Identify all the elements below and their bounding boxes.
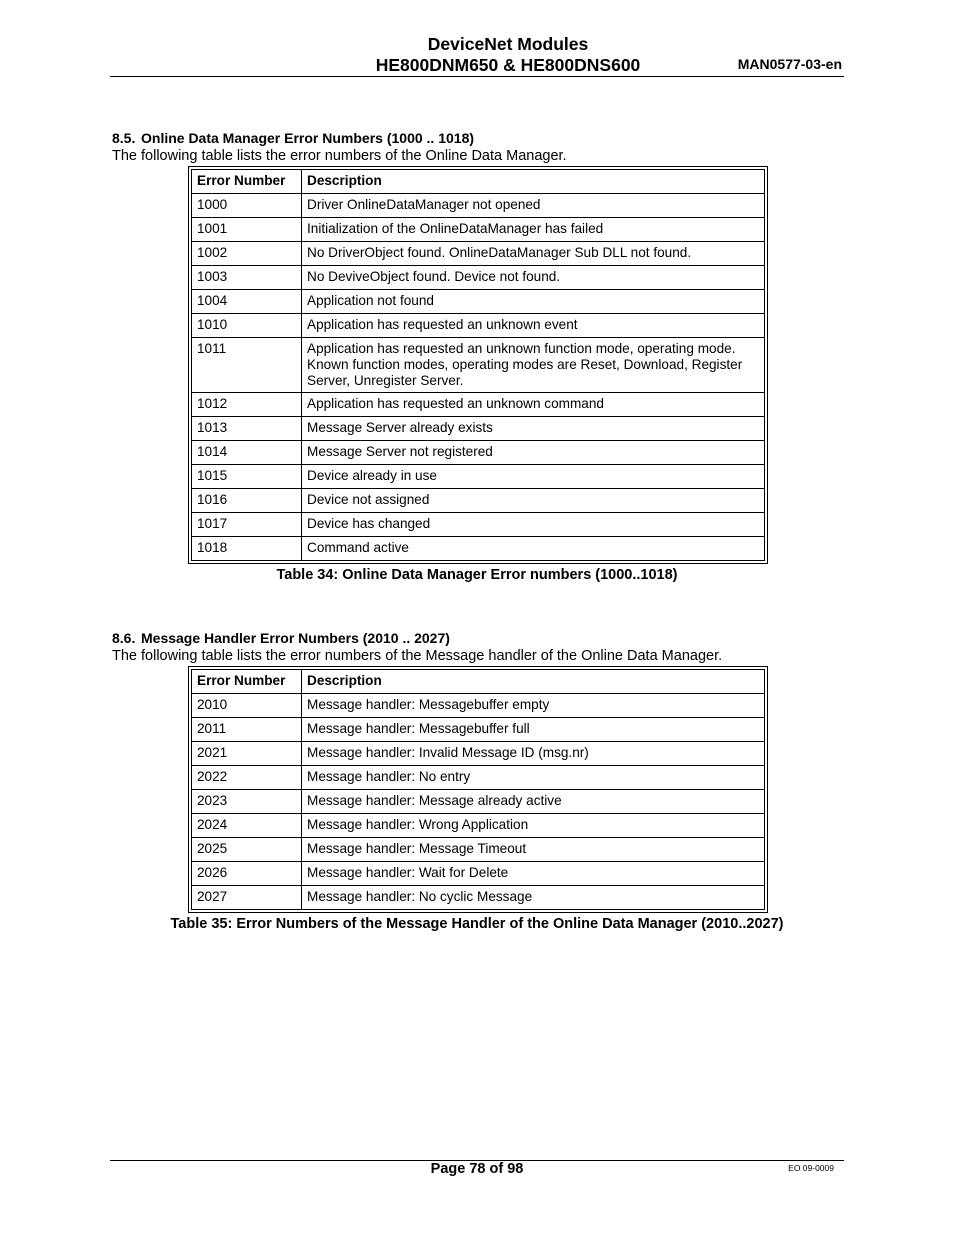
description-cell: Application has requested an unknown event — [302, 314, 765, 338]
description-cell: Message handler: Wait for Delete — [302, 862, 765, 886]
description-cell: Message handler: No cyclic Message — [302, 886, 765, 910]
table-row — [192, 218, 765, 242]
description-cell: Message Server already exists — [302, 417, 765, 441]
error-number-cell: 1017 — [192, 513, 302, 537]
description-cell: Device already in use — [302, 465, 765, 489]
error-number-cell: 1004 — [192, 290, 302, 314]
table-caption-34: Table 34: Online Data Manager Error numbers (1000..1018) — [276, 567, 678, 583]
description-cell: Command active — [302, 537, 765, 561]
page-number: Page 78 of 98 — [430, 1161, 524, 1177]
table-row — [192, 338, 765, 393]
eo-number: EO 09-0009 — [788, 1163, 834, 1173]
error-number-cell: 1003 — [192, 266, 302, 290]
table-row — [192, 489, 765, 513]
description-cell: No DeviveObject found. Device not found. — [302, 266, 765, 290]
table-row — [192, 718, 765, 742]
description-cell: Application has requested an unknown function mode, operating mode. Known function modes, operating modes are Reset, Download, Register Server, Unregister Server. — [302, 338, 765, 393]
table-row — [192, 694, 765, 718]
error-number-cell: 2022 — [192, 766, 302, 790]
error-number-cell: 1001 — [192, 218, 302, 242]
description-cell: Driver OnlineDataManager not opened — [302, 194, 765, 218]
error-table-34 — [188, 166, 768, 564]
title-line-2: HE800DNM650 & HE800DNS600 — [375, 55, 641, 75]
table-row — [192, 266, 765, 290]
column-header-error-number: Error Number — [192, 170, 302, 194]
table-header-row — [192, 670, 765, 694]
error-number-cell: 1015 — [192, 465, 302, 489]
table-row — [192, 790, 765, 814]
error-number-cell: 2024 — [192, 814, 302, 838]
section-number: 8.5. — [112, 130, 136, 146]
error-number-cell: 1014 — [192, 441, 302, 465]
table-row — [192, 441, 765, 465]
column-header-description: Description — [302, 170, 765, 194]
table-row — [192, 290, 765, 314]
section-heading-8-6 — [112, 630, 450, 646]
error-number-cell: 1013 — [192, 417, 302, 441]
description-cell: Message handler: Wrong Application — [302, 814, 765, 838]
error-number-cell: 2010 — [192, 694, 302, 718]
description-cell: Device has changed — [302, 513, 765, 537]
table-row — [192, 862, 765, 886]
section-heading-8-5 — [112, 130, 474, 146]
error-number-cell: 2021 — [192, 742, 302, 766]
table-row — [192, 886, 765, 910]
table-row — [192, 814, 765, 838]
document-number: MAN0577-03-en — [737, 56, 842, 72]
description-cell: Message handler: No entry — [302, 766, 765, 790]
table-row — [192, 314, 765, 338]
error-number-cell: 2027 — [192, 886, 302, 910]
error-number-cell: 1016 — [192, 489, 302, 513]
section-intro-8-6: The following table lists the error numbers of the Message handler of the Online Data Manager. — [112, 648, 723, 664]
section-heading-text: Online Data Manager Error Numbers (1000 .. 1018) — [141, 130, 475, 146]
table-header-row — [192, 170, 765, 194]
table-row — [192, 417, 765, 441]
description-cell: Message handler: Invalid Message ID (msg.nr) — [302, 742, 765, 766]
section-heading-text: Message Handler Error Numbers (2010 .. 2027) — [141, 630, 450, 646]
description-cell: Message handler: Messagebuffer empty — [302, 694, 765, 718]
description-cell: Message handler: Messagebuffer full — [302, 718, 765, 742]
table-row — [192, 465, 765, 489]
title-line-1: DeviceNet Modules — [427, 34, 589, 54]
error-number-cell: 2026 — [192, 862, 302, 886]
error-number-cell: 1010 — [192, 314, 302, 338]
table-row — [192, 537, 765, 561]
table-row — [192, 838, 765, 862]
description-cell: Application not found — [302, 290, 765, 314]
table-row — [192, 766, 765, 790]
error-number-cell: 1012 — [192, 393, 302, 417]
section-number: 8.6. — [112, 630, 136, 646]
table-caption-35: Table 35: Error Numbers of the Message Handler of the Online Data Manager (2010..2027) — [170, 916, 784, 932]
column-header-error-number: Error Number — [192, 670, 302, 694]
error-number-cell: 2011 — [192, 718, 302, 742]
error-number-cell: 2023 — [192, 790, 302, 814]
error-number-cell: 1011 — [192, 338, 302, 393]
description-cell: Message Server not registered — [302, 441, 765, 465]
table-row — [192, 513, 765, 537]
error-number-cell: 2025 — [192, 838, 302, 862]
error-number-cell: 1002 — [192, 242, 302, 266]
table-row — [192, 242, 765, 266]
description-cell: Initialization of the OnlineDataManager has failed — [302, 218, 765, 242]
error-number-cell: 1000 — [192, 194, 302, 218]
description-cell: Device not assigned — [302, 489, 765, 513]
description-cell: Message handler: Message Timeout — [302, 838, 765, 862]
column-header-description: Description — [302, 670, 765, 694]
section-intro-8-5: The following table lists the error numbers of the Online Data Manager. — [112, 148, 567, 164]
table-row — [192, 742, 765, 766]
header-divider — [110, 76, 844, 77]
error-number-cell: 1018 — [192, 537, 302, 561]
table-row — [192, 393, 765, 417]
error-table-35 — [188, 666, 768, 913]
description-cell: No DriverObject found. OnlineDataManager Sub DLL not found. — [302, 242, 765, 266]
table-row — [192, 194, 765, 218]
description-cell: Application has requested an unknown command — [302, 393, 765, 417]
description-cell: Message handler: Message already active — [302, 790, 765, 814]
